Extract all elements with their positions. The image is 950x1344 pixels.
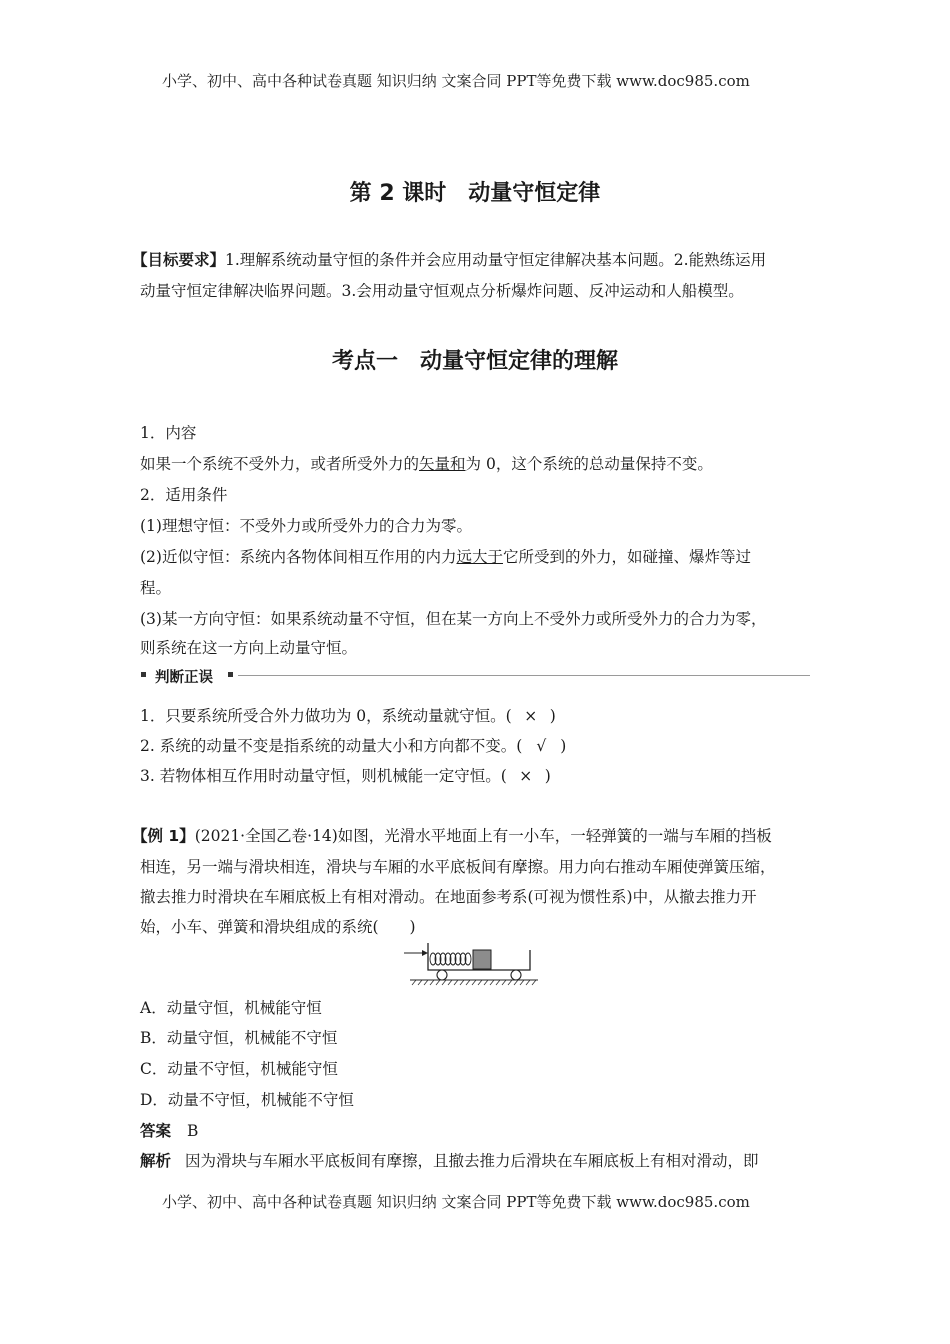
analysis-line: [140, 1150, 759, 1172]
square-bullet-icon: [228, 672, 233, 677]
content-heading-2: 2．适用条件: [140, 486, 228, 504]
section-title: 考点一 动量守恒定律的理解: [331, 349, 618, 374]
condition-3-cont: 则系统在这一方向上动量守恒。: [140, 639, 358, 657]
example-label: 【例 1】: [132, 827, 195, 845]
goals-label: 【目标要求】: [132, 251, 226, 269]
judge-label: 判断正误: [155, 670, 213, 686]
example-line-3: 撤去推力时滑块在车厢底板上有相对滑动。在地面参考系(可视为惯性系)中，从撤去推力开: [140, 888, 757, 906]
option-a: A．动量守恒，机械能守恒: [140, 999, 322, 1017]
spring: [430, 953, 471, 965]
example-line-4: 始，小车、弹簧和滑块组成的系统( ): [140, 918, 416, 936]
analysis-text: 因为滑块与车厢水平底板间有摩擦，且撤去推力后滑块在车厢底板上有相对滑动，即: [185, 1152, 759, 1170]
judge-item: 1．只要系统所受合外力做功为 0，系统动量就守恒。( × ): [140, 707, 556, 725]
example-line-2: 相连，另一端与滑块相连，滑块与车厢的水平底板间有摩擦。用力向右推动车厢使弹簧压缩，: [140, 858, 776, 876]
condition-2-cont: 程。: [140, 579, 172, 597]
cart-spring-diagram: [400, 940, 540, 986]
option-d: D．动量不守恒，机械能不守恒: [140, 1091, 354, 1109]
condition-2: (2)近似守恒：系统内各物体间相互作用的内力远大于它所受到的外力，如碰撞、爆炸等过: [140, 548, 751, 566]
condition-3: (3)某一方向守恒：如果系统动量不守恒，但在某一方向上不受外力或所受外力的合力为零，: [140, 610, 767, 628]
answer-line: [140, 1120, 198, 1142]
ground-hatch: [412, 980, 536, 985]
judge-mark: ×: [519, 767, 533, 785]
square-bullet-icon: [141, 672, 146, 677]
wheel: [437, 970, 447, 980]
goals-text-1: 1.理解系统动量守恒的条件并会应用动量守恒定律解决基本问题。2.能熟练运用: [225, 251, 767, 269]
underlined-term: 远大于: [456, 548, 503, 566]
underlined-term: 矢量和: [419, 455, 466, 473]
judge-section-bar: [140, 666, 810, 686]
judge-mark: √: [536, 737, 547, 755]
option-b: B．动量守恒，机械能不守恒: [140, 1029, 338, 1047]
lesson-title: 第 2 课时 动量守恒定律: [349, 181, 601, 206]
page-footer: 小学、初中、高中各种试卷真题 知识归纳 文案合同 PPT等免费下载 www.doc985.com: [162, 1193, 750, 1211]
judge-item: 2. 系统的动量不变是指系统的动量大小和方向都不变。( √ ): [140, 737, 567, 755]
goals-line-1: [132, 249, 766, 271]
judge-mark: ×: [524, 707, 538, 725]
content-paragraph-1: 如果一个系统不受外力，或者所受外力的矢量和为 0，这个系统的总动量保持不变。: [140, 455, 713, 473]
page-header: 小学、初中、高中各种试卷真题 知识归纳 文案合同 PPT等免费下载 www.doc985.com: [162, 72, 750, 90]
condition-1: (1)理想守恒：不受外力或所受外力的合力为零。: [140, 517, 472, 535]
arrow-head-icon: [422, 950, 428, 956]
analysis-label: 解析: [140, 1152, 172, 1170]
divider: [238, 675, 810, 676]
wheel: [511, 970, 521, 980]
example-line-1: 【例 1】(2021·全国乙卷·14)如图，光滑水平地面上有一小车，一轻弹簧的一端与车厢的挡板: [132, 827, 772, 845]
judge-item: 3. 若物体相互作用时动量守恒，则机械能一定守恒。( × ): [140, 767, 551, 785]
goals-line-2: 动量守恒定律解决临界问题。3.会用动量守恒观点分析爆炸问题、反冲运动和人船模型。: [140, 282, 744, 300]
content-heading-1: 1．内容: [140, 424, 197, 442]
answer-label: 答案: [140, 1122, 172, 1140]
option-c: C．动量不守恒，机械能守恒: [140, 1060, 338, 1078]
slider-block: [473, 950, 491, 969]
answer-value: B: [187, 1122, 199, 1140]
